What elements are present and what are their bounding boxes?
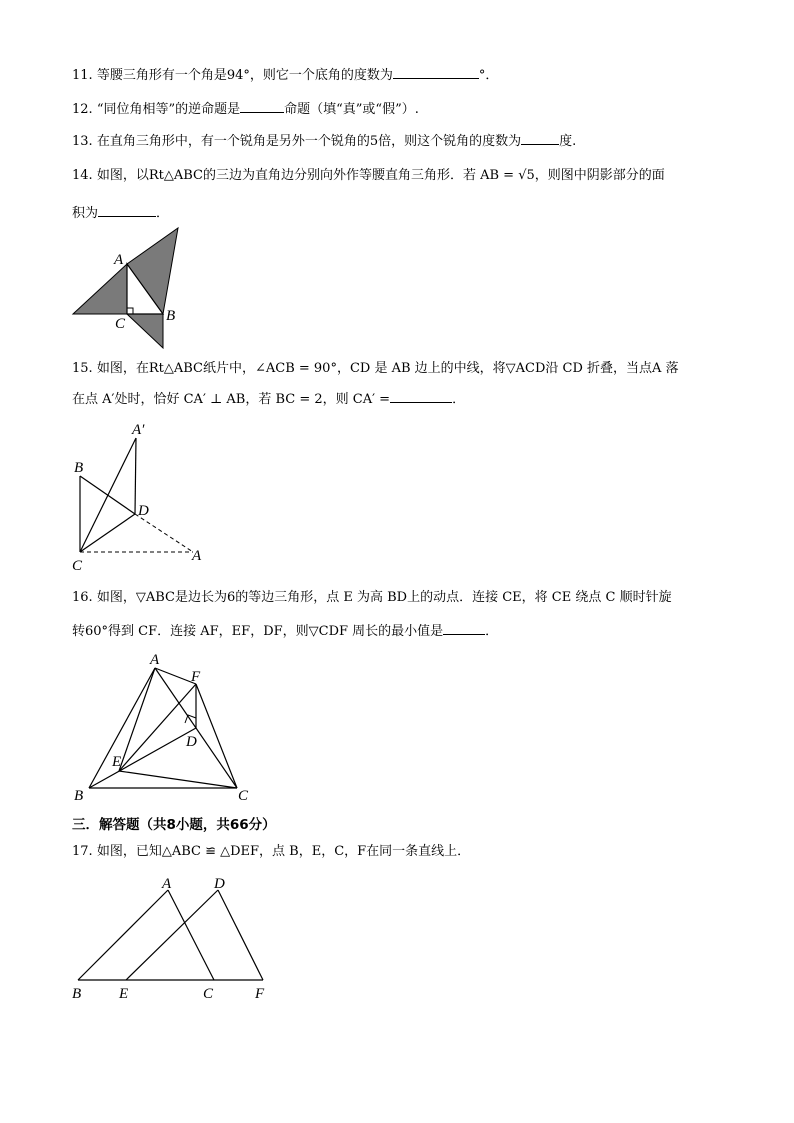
q15-label-d: D bbox=[138, 503, 149, 519]
question-15-line1 bbox=[72, 360, 679, 378]
q15-text-line2: 在点 A′处时，恰好 CA′ ⊥ AB，若 BC = 2，则 CA′ = bbox=[72, 392, 391, 407]
q15-text-line1: 如图，在Rt△ABC纸片中，∠ACB = 90°，CD 是 AB 边上的中线，将▽ACD沿 CD 折叠，当点A 落 bbox=[96, 361, 679, 376]
q17-figure bbox=[68, 870, 278, 1010]
q15-tail: ． bbox=[452, 392, 466, 407]
q16-label-c: C bbox=[238, 788, 249, 804]
q16-label-a: A bbox=[150, 652, 160, 668]
q17-label-c: C bbox=[203, 986, 214, 1002]
question-14-line1 bbox=[72, 167, 665, 185]
q16-figure bbox=[70, 648, 270, 808]
q14-label-a: A bbox=[114, 252, 124, 268]
q14-text-line2: 积为 bbox=[72, 206, 99, 221]
q17-text: 如图，已知△ABC ≌ △DEF，点 B，E，C，F在同一条直线上． bbox=[96, 844, 471, 859]
question-14-line2 bbox=[72, 204, 169, 223]
q16-label-b: B bbox=[74, 788, 84, 804]
q14-tail: ． bbox=[156, 206, 170, 221]
q12-number: 12. bbox=[72, 102, 93, 117]
q13-number: 13. bbox=[72, 134, 93, 149]
q14-text-line1: 如图，以Rt△ABC的三边为直角边分别向外作等腰直角三角形．若 AB = √5，则图中阴影部分的面 bbox=[96, 168, 665, 183]
question-12 bbox=[72, 100, 419, 119]
q16-tail: ． bbox=[485, 624, 499, 639]
question-11 bbox=[72, 66, 498, 85]
q13-tail: 度. bbox=[559, 134, 577, 149]
q16-number: 16. bbox=[72, 590, 93, 605]
q12-tail: 命题（填“真”或“假”）. bbox=[284, 102, 419, 117]
q15-number: 15. bbox=[72, 361, 93, 376]
q13-text: 在直角三角形中，有一个锐角是另外一个锐角的5倍，则这个锐角的度数为 bbox=[96, 134, 522, 149]
q13-answer-blank[interactable] bbox=[521, 132, 559, 145]
q16-label-f: F bbox=[191, 669, 201, 685]
q15-figure bbox=[66, 418, 216, 578]
q14-label-c: C bbox=[115, 316, 126, 332]
q15-label-a-prime: A′ bbox=[132, 422, 145, 438]
q14-number: 14. bbox=[72, 168, 93, 183]
q16-answer-blank[interactable] bbox=[443, 622, 485, 635]
q15-answer-blank[interactable] bbox=[390, 390, 452, 403]
q11-number: 11. bbox=[72, 68, 93, 83]
q17-label-e: E bbox=[119, 986, 129, 1002]
q16-label-e: E bbox=[112, 754, 122, 770]
question-15-line2 bbox=[72, 390, 465, 409]
q15-label-b: B bbox=[74, 460, 84, 476]
q16-text-line1: 如图，▽ABC是边长为6的等边三角形，点 E 为高 BD上的动点．连接 CE，将 CE 绕点 C 顺时针旋 bbox=[96, 590, 672, 605]
q17-label-a: A bbox=[162, 876, 172, 892]
question-16-line2 bbox=[72, 622, 498, 641]
q12-text: “同位角相等”的逆命题是 bbox=[96, 102, 241, 117]
question-16-line1 bbox=[72, 589, 672, 607]
q16-text-line2: 转60°得到 CF．连接 AF，EF，DF，则▽CDF 周长的最小值是 bbox=[72, 624, 444, 639]
q15-label-a: A bbox=[192, 548, 202, 564]
q17-label-b: B bbox=[72, 986, 82, 1002]
q14-shaded-bottom-triangle bbox=[127, 314, 163, 348]
q11-tail: °． bbox=[478, 68, 499, 83]
q17-number: 17. bbox=[72, 844, 93, 859]
q17-label-d: D bbox=[214, 876, 225, 892]
q14-figure bbox=[60, 222, 200, 352]
q14-answer-blank[interactable] bbox=[98, 204, 156, 217]
q11-answer-blank[interactable] bbox=[393, 66, 479, 79]
question-17 bbox=[72, 843, 470, 861]
question-13 bbox=[72, 132, 576, 151]
section-3-heading: 三．解答题（共8小题，共66分） bbox=[72, 817, 276, 833]
q16-label-d: D bbox=[186, 734, 197, 750]
q17-label-f: F bbox=[255, 986, 265, 1002]
q14-shaded-left-triangle bbox=[73, 264, 127, 314]
q15-label-c: C bbox=[72, 558, 83, 574]
q11-text: 等腰三角形有一个角是94°，则它一个底角的度数为 bbox=[96, 68, 393, 83]
q14-label-b: B bbox=[166, 308, 176, 324]
q12-answer-blank[interactable] bbox=[240, 100, 284, 113]
